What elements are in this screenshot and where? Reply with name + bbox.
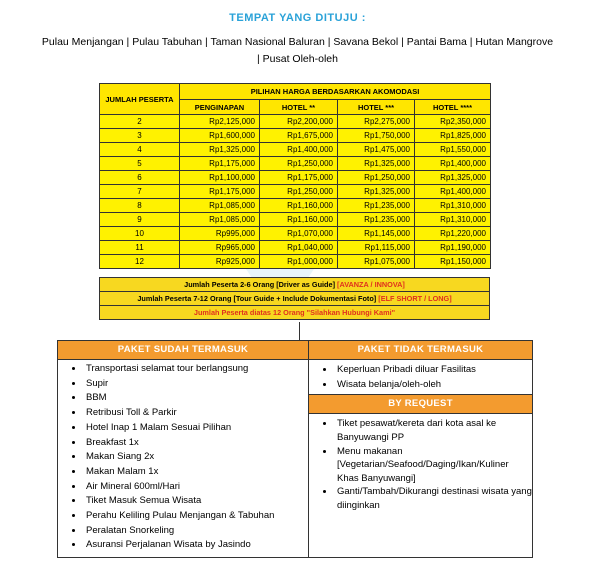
table-row xyxy=(100,255,491,269)
header-penginapan: PENGINAPAN xyxy=(180,100,260,115)
price-cell: Rp1,190,000 xyxy=(415,241,491,255)
list-item: • Hotel Inap 1 Malam Sesuai Pilihan xyxy=(84,421,308,436)
list-item: • Keperluan Pribadi diluar Fasilitas xyxy=(335,363,532,378)
request-list xyxy=(309,414,532,512)
price-cell: Rp965,000 xyxy=(180,241,260,255)
price-cell: Rp1,825,000 xyxy=(415,129,491,143)
list-item: • Ganti/Tambah/Dikurangi destinasi wisata yang diinginkan xyxy=(335,485,532,512)
price-cell: Rp1,400,000 xyxy=(415,157,491,171)
price-cell: Rp1,145,000 xyxy=(338,227,415,241)
price-cell: Rp1,000,000 xyxy=(260,255,338,269)
participant-count: 5 xyxy=(100,157,180,171)
note-guide-text: Jumlah Peserta 7-12 Orang [Tour Guide + Include Dokumentasi Foto] xyxy=(137,294,377,303)
participant-count: 11 xyxy=(100,241,180,255)
price-cell: Rp1,040,000 xyxy=(260,241,338,255)
note-guide xyxy=(99,292,490,306)
price-cell: Rp1,325,000 xyxy=(338,157,415,171)
price-cell: Rp1,675,000 xyxy=(260,129,338,143)
price-cell: Rp1,235,000 xyxy=(338,199,415,213)
list-item: • Retribusi Toll & Parkir xyxy=(84,406,308,421)
price-cell: Rp1,115,000 xyxy=(338,241,415,255)
list-item: • Transportasi selamat tour berlangsung xyxy=(84,362,308,377)
price-cell: Rp2,200,000 xyxy=(260,115,338,129)
list-item: • Breakfast 1x xyxy=(84,436,308,451)
price-cell: Rp1,075,000 xyxy=(338,255,415,269)
price-cell: Rp1,070,000 xyxy=(260,227,338,241)
note-driver-text: Jumlah Peserta 2-6 Orang [Driver as Guide] xyxy=(184,280,335,289)
included-column xyxy=(58,341,309,557)
list-item: • Tiket Masuk Semua Wisata xyxy=(84,494,308,509)
header-hotel-3: HOTEL *** xyxy=(338,100,415,115)
participant-count: 10 xyxy=(100,227,180,241)
list-item: • Supir xyxy=(84,377,308,392)
table-row xyxy=(100,157,491,171)
price-cell: Rp1,085,000 xyxy=(180,199,260,213)
note-guide-vehicle: [ELF SHORT / LONG] xyxy=(378,294,452,303)
price-cell: Rp1,310,000 xyxy=(415,213,491,227)
participant-count: 4 xyxy=(100,143,180,157)
participant-count: 12 xyxy=(100,255,180,269)
participant-count: 8 xyxy=(100,199,180,213)
list-item: • Air Mineral 600ml/Hari xyxy=(84,480,308,495)
price-cell: Rp2,350,000 xyxy=(415,115,491,129)
header-hotel-2: HOTEL ** xyxy=(260,100,338,115)
excluded-list xyxy=(309,360,532,394)
price-cell: Rp1,220,000 xyxy=(415,227,491,241)
connector-line xyxy=(299,322,300,340)
price-cell: Rp1,600,000 xyxy=(180,129,260,143)
list-item: • Menu makanan [Vegetarian/Seafood/Daging/Ikan/Kuliner Khas Banyuwangi] xyxy=(335,445,532,486)
price-cell: Rp1,150,000 xyxy=(415,255,491,269)
price-cell: Rp1,750,000 xyxy=(338,129,415,143)
header-pilihan-harga: PILIHAN HARGA BERDASARKAN AKOMODASI xyxy=(180,84,491,100)
price-cell: Rp2,275,000 xyxy=(338,115,415,129)
list-item: • Tiket pesawat/kereta dari kota asal ke Banyuwangi PP xyxy=(335,417,532,444)
header-jumlah-peserta: JUMLAH PESERTA xyxy=(100,84,180,115)
price-cell: Rp1,475,000 xyxy=(338,143,415,157)
request-heading: BY REQUEST xyxy=(309,394,532,414)
note-driver-vehicle: [AVANZA / INNOVA] xyxy=(337,280,405,289)
note-contact xyxy=(99,306,490,320)
participant-count: 3 xyxy=(100,129,180,143)
included-list xyxy=(58,360,308,553)
price-cell: Rp1,250,000 xyxy=(338,171,415,185)
participant-count: 6 xyxy=(100,171,180,185)
list-item: • Peralatan Snorkeling xyxy=(84,524,308,539)
price-cell: Rp925,000 xyxy=(180,255,260,269)
price-cell: Rp1,250,000 xyxy=(260,157,338,171)
table-row xyxy=(100,143,491,157)
included-heading: PAKET SUDAH TERMASUK xyxy=(58,341,308,360)
list-item: • BBM xyxy=(84,391,308,406)
excluded-column xyxy=(309,341,532,557)
table-row xyxy=(100,129,491,143)
price-table xyxy=(99,83,491,269)
excluded-heading: PAKET TIDAK TERMASUK xyxy=(309,341,532,360)
list-item: • Asuransi Perjalanan Wisata by Jasindo xyxy=(84,538,308,553)
list-item: • Makan Siang 2x xyxy=(84,450,308,465)
note-contact-text: Jumlah Peserta diatas 12 Orang "Silahkan Hubungi Kami" xyxy=(193,308,396,317)
notes-block xyxy=(99,277,490,320)
price-cell: Rp1,235,000 xyxy=(338,213,415,227)
destinations-text: Pulau Menjangan | Pulau Tabuhan | Taman Nasional Baluran | Savana Bekol | Pantai Bama | Hutan Mangrove | Pusat Oleh-oleh xyxy=(41,36,554,65)
participant-count: 7 xyxy=(100,185,180,199)
price-cell: Rp1,310,000 xyxy=(415,199,491,213)
price-cell: Rp1,250,000 xyxy=(260,185,338,199)
price-cell: Rp1,400,000 xyxy=(415,185,491,199)
price-cell: Rp1,085,000 xyxy=(180,213,260,227)
participant-count: 9 xyxy=(100,213,180,227)
price-cell: Rp1,160,000 xyxy=(260,213,338,227)
package-box xyxy=(57,340,533,558)
table-row xyxy=(100,213,491,227)
price-cell: Rp1,325,000 xyxy=(415,171,491,185)
list-item: • Wisata belanja/oleh-oleh xyxy=(335,378,532,393)
price-cell: Rp1,175,000 xyxy=(180,157,260,171)
price-cell: Rp1,550,000 xyxy=(415,143,491,157)
price-cell: Rp1,100,000 xyxy=(180,171,260,185)
list-item: • Perahu Keliling Pulau Menjangan & Tabuhan xyxy=(84,509,308,524)
price-cell: Rp995,000 xyxy=(180,227,260,241)
price-cell: Rp1,175,000 xyxy=(260,171,338,185)
table-row xyxy=(100,171,491,185)
header-hotel-4: HOTEL **** xyxy=(415,100,491,115)
table-row xyxy=(100,227,491,241)
table-row xyxy=(100,185,491,199)
price-cell: Rp1,325,000 xyxy=(338,185,415,199)
table-row xyxy=(100,199,491,213)
price-cell: Rp1,325,000 xyxy=(180,143,260,157)
page-title: TEMPAT YANG DITUJU : xyxy=(229,12,366,24)
price-cell: Rp1,400,000 xyxy=(260,143,338,157)
price-cell: Rp2,125,000 xyxy=(180,115,260,129)
participant-count: 2 xyxy=(100,115,180,129)
list-item: • Makan Malam 1x xyxy=(84,465,308,480)
note-driver xyxy=(99,277,490,292)
table-row xyxy=(100,115,491,129)
price-cell: Rp1,175,000 xyxy=(180,185,260,199)
table-row xyxy=(100,241,491,255)
price-cell: Rp1,160,000 xyxy=(260,199,338,213)
